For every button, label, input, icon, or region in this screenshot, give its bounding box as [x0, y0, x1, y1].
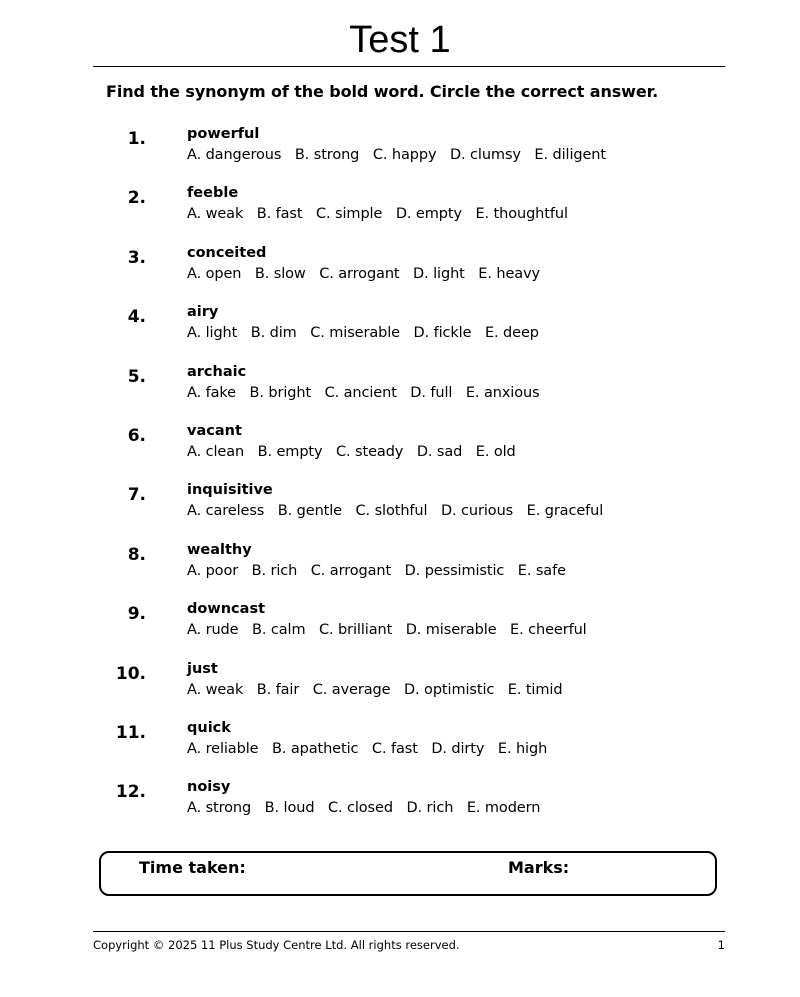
question-item	[0, 420, 800, 479]
question-word: wealthy	[187, 541, 252, 558]
question-item	[0, 361, 800, 420]
question-word: just	[187, 660, 218, 677]
title-divider	[93, 66, 725, 67]
question-item	[0, 242, 800, 301]
question-item	[0, 598, 800, 657]
question-item	[0, 123, 800, 182]
question-word: inquisitive	[187, 482, 273, 499]
question-number: 3.	[127, 247, 146, 268]
question-number: 2.	[127, 188, 146, 209]
question-number: 1.	[127, 129, 146, 149]
answer-options[interactable]: A. fake B. bright C. ancient D. full E. anxious	[187, 384, 540, 401]
answer-options[interactable]: A. poor B. rich C. arrogant D. pessimistic E. safe	[187, 562, 566, 579]
question-word: conceited	[187, 244, 267, 261]
question-item	[0, 658, 800, 717]
question-number: 11.	[115, 722, 146, 743]
answer-options[interactable]: A. careless B. gentle C. slothful D. curious E. graceful	[187, 503, 604, 520]
footer-divider	[93, 931, 725, 932]
question-number: 5.	[127, 366, 146, 387]
question-number: 4.	[127, 307, 146, 328]
answer-options[interactable]: A. rude B. calm C. brilliant D. miserable E. cheerful	[187, 622, 587, 639]
score-box	[99, 851, 717, 896]
answer-options[interactable]: A. reliable B. apathetic C. fast D. dirty E. high	[187, 740, 548, 757]
question-item	[0, 717, 800, 776]
answer-options[interactable]: A. dangerous B. strong C. happy D. clumsy E. diligent	[187, 147, 606, 163]
answer-options[interactable]: A. open B. slow C. arrogant D. light E. heavy	[187, 265, 541, 282]
instruction: Find the synonym of the bold word. Circle the correct answer.	[106, 82, 659, 101]
answer-options[interactable]: A. strong B. loud C. closed D. rich E. modern	[187, 800, 541, 817]
question-word: archaic	[187, 363, 247, 380]
question-word: airy	[187, 304, 219, 321]
page-number: 1	[717, 938, 725, 952]
question-word: noisy	[187, 779, 231, 796]
question-item	[0, 479, 800, 538]
question-word: vacant	[187, 422, 242, 439]
question-number: 7.	[127, 485, 146, 506]
answer-options[interactable]: A. light B. dim C. miserable D. fickle E. deep	[187, 325, 539, 342]
question-number: 8.	[127, 544, 146, 565]
question-number: 6.	[127, 425, 146, 446]
marks-label: Marks:	[508, 858, 570, 877]
question-number: 10.	[115, 663, 146, 684]
time-taken-label: Time taken:	[139, 858, 246, 877]
answer-options[interactable]: A. weak B. fast C. simple D. empty E. thoughtful	[187, 206, 568, 223]
question-item	[0, 776, 800, 835]
question-item	[0, 182, 800, 241]
question-list	[0, 123, 800, 836]
answer-options[interactable]: A. clean B. empty C. steady D. sad E. old	[187, 443, 516, 460]
question-word: powerful	[187, 126, 260, 142]
question-number: 9.	[127, 604, 146, 625]
question-item	[0, 301, 800, 360]
copyright-text: Copyright © 2025 11 Plus Study Centre Ltd. All rights reserved.	[93, 938, 460, 952]
question-word: quick	[187, 719, 231, 736]
question-item	[0, 539, 800, 598]
page-title: Test 1	[349, 19, 451, 61]
question-word: downcast	[187, 601, 266, 618]
question-word: feeble	[187, 185, 239, 202]
answer-options[interactable]: A. weak B. fair C. average D. optimistic E. timid	[187, 681, 563, 698]
question-number: 12.	[115, 782, 146, 803]
